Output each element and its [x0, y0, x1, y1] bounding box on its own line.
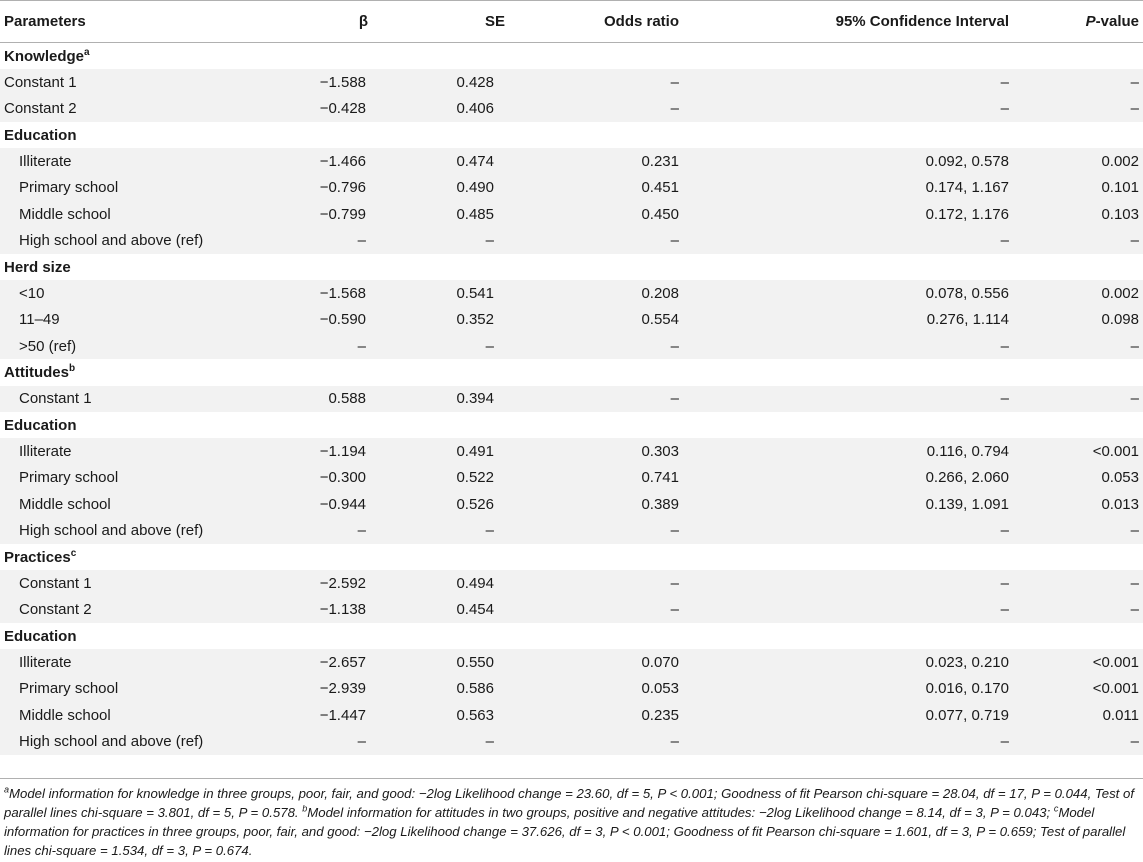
header-p-value [1024, 1, 1143, 43]
table-row [0, 280, 1143, 306]
beta-cell: – [357, 232, 366, 250]
p-value-cell: – [1130, 390, 1139, 408]
header-odds-ratio: Odds ratio [548, 1, 726, 43]
confidence-interval-cell: 0.092, 0.578 [925, 153, 1009, 171]
parameter-cell: Middle school [19, 205, 111, 223]
confidence-interval-cell: – [1000, 733, 1009, 751]
p-value-cell: – [1130, 574, 1139, 592]
odds-ratio-cell: – [670, 601, 679, 619]
table-row [0, 728, 1143, 754]
parameter-cell: Middle school [19, 706, 111, 724]
section-label: Knowledge [4, 47, 85, 65]
p-value-cell: <0.001 [1092, 653, 1139, 671]
confidence-interval-cell: – [1000, 100, 1009, 118]
p-value-cell: – [1130, 100, 1139, 118]
beta-cell: −1.447 [319, 706, 366, 724]
table-row [0, 702, 1143, 728]
parameter-cell: Illiterate [19, 443, 72, 461]
odds-ratio-cell: 0.389 [641, 495, 679, 513]
section-heading [0, 623, 1143, 649]
se-cell: – [485, 232, 494, 250]
parameter-cell: High school and above (ref) [19, 522, 204, 540]
p-value-cell: 0.002 [1101, 153, 1139, 171]
footnote-text: Model information for attitudes in two groups, positive and negative attitudes: −2log Likelihood change = 8.14, df = 3, P = 0.043; [307, 805, 1054, 820]
table-footnote [0, 778, 1143, 860]
beta-cell: −1.588 [319, 74, 366, 92]
footnote-marker: a [4, 784, 10, 795]
se-cell: 0.406 [456, 100, 494, 118]
parameter-cell: Constant 2 [19, 601, 92, 619]
beta-cell: −1.194 [319, 443, 366, 461]
p-value-cell: – [1130, 74, 1139, 92]
odds-ratio-cell: – [670, 100, 679, 118]
table-row [0, 649, 1143, 675]
section-heading [0, 254, 1143, 280]
beta-cell: −0.428 [319, 100, 366, 118]
footnote-marker: b [302, 803, 308, 814]
p-value-cell: – [1130, 522, 1139, 540]
confidence-interval-cell: 0.116, 0.794 [926, 443, 1009, 461]
section-row [0, 359, 1143, 385]
section-heading [0, 412, 1143, 438]
parameter-cell: Constant 1 [19, 390, 92, 408]
section-row [0, 544, 1143, 570]
beta-cell: −0.590 [319, 311, 366, 329]
parameter-cell: Primary school [19, 680, 119, 698]
se-cell: 0.494 [456, 574, 494, 592]
beta-cell: −0.944 [319, 495, 366, 513]
table-row [0, 148, 1143, 174]
se-cell: 0.352 [456, 311, 494, 329]
se-cell: 0.563 [456, 706, 494, 724]
p-value-cell: – [1130, 601, 1139, 619]
se-cell: 0.522 [456, 469, 494, 487]
beta-cell: – [357, 522, 366, 540]
odds-ratio-cell: – [670, 390, 679, 408]
section-label: Practices [4, 548, 71, 566]
footnote-text: Model information for knowledge in three groups, poor, fair, and good: −2log Likelihood change = 23.60, df = 5, P < 0.001; Goodness of fit Pearson chi-square = 28.04, df = 17, P = 0.044, Test of parallel lines chi-square = 3.801, df = 5, P = 0.578. [4, 786, 1134, 820]
table-row [0, 69, 1143, 95]
table-row [0, 201, 1143, 227]
se-cell: 0.526 [456, 495, 494, 513]
se-cell: 0.490 [456, 179, 494, 197]
p-value-cell: 0.002 [1101, 284, 1139, 302]
footnote-marker: c [1053, 803, 1059, 814]
table-row [0, 228, 1143, 254]
p-value-cell: 0.053 [1101, 469, 1139, 487]
p-value-cell: – [1130, 337, 1139, 355]
p-value-cell: 0.098 [1101, 311, 1139, 329]
se-cell: 0.485 [456, 205, 494, 223]
confidence-interval-cell: 0.023, 0.210 [925, 653, 1009, 671]
section-label: Education [4, 416, 77, 434]
table-row [0, 333, 1143, 359]
section-heading [0, 359, 1143, 385]
confidence-interval-cell: – [1000, 522, 1009, 540]
beta-cell: −1.138 [319, 601, 366, 619]
p-value-cell: <0.001 [1092, 680, 1139, 698]
se-cell: 0.474 [456, 153, 494, 171]
header-beta: β [240, 1, 388, 43]
parameter-cell: Constant 2 [4, 100, 77, 118]
parameter-cell: 11–49 [19, 311, 60, 329]
p-value-cell: 0.011 [1102, 706, 1139, 724]
beta-cell: −2.592 [319, 574, 366, 592]
se-cell: 0.491 [456, 443, 494, 461]
parameter-cell: Middle school [19, 495, 111, 513]
section-heading [0, 544, 1143, 570]
odds-ratio-cell: 0.554 [641, 311, 679, 329]
odds-ratio-cell: – [670, 74, 679, 92]
confidence-interval-cell: – [1000, 74, 1009, 92]
parameter-cell: Illiterate [19, 653, 72, 671]
beta-cell: −2.939 [319, 680, 366, 698]
odds-ratio-cell: 0.303 [641, 443, 679, 461]
odds-ratio-cell: 0.231 [641, 153, 679, 171]
table-row [0, 175, 1143, 201]
odds-ratio-cell: – [670, 733, 679, 751]
odds-ratio-cell: – [670, 522, 679, 540]
odds-ratio-cell: – [670, 232, 679, 250]
odds-ratio-cell: – [670, 337, 679, 355]
table-row [0, 96, 1143, 122]
beta-cell: −1.466 [319, 153, 366, 171]
se-cell: 0.586 [456, 680, 494, 698]
odds-ratio-cell: 0.235 [641, 706, 679, 724]
table-row [0, 570, 1143, 596]
table-row [0, 307, 1143, 333]
confidence-interval-cell: 0.078, 0.556 [925, 284, 1009, 302]
section-label: Herd size [4, 258, 71, 276]
se-cell: – [485, 337, 494, 355]
confidence-interval-cell: – [1000, 390, 1009, 408]
odds-ratio-cell: 0.450 [641, 205, 679, 223]
table-row [0, 386, 1143, 412]
beta-cell: – [357, 733, 366, 751]
table-row [0, 491, 1143, 517]
confidence-interval-cell: – [1000, 574, 1009, 592]
odds-ratio-cell: 0.451 [641, 179, 679, 197]
header-row [0, 1, 1143, 43]
odds-ratio-cell: 0.741 [641, 469, 679, 487]
p-value-cell: – [1130, 733, 1139, 751]
p-value-cell: 0.101 [1101, 179, 1139, 197]
parameter-cell: Primary school [19, 179, 119, 197]
table-body [0, 43, 1143, 755]
footnote-text: Model information for practices in three groups, poor, fair, and good: −2log Likelihood change = 37.626, df = 3, P < 0.001; Goodness of fit Pearson chi-square = 1.601, df = 3, P = 0.659; Test of parallel lines chi-square = 1.534, df = 3, P = 0.674. [4, 805, 1126, 858]
footnote-marker: a [84, 46, 90, 58]
section-label: Attitudes [4, 363, 69, 381]
section-row [0, 412, 1143, 438]
se-cell: 0.394 [456, 390, 494, 408]
header-confidence-interval: 95% Confidence Interval [726, 1, 1024, 43]
table-row [0, 597, 1143, 623]
odds-ratio-cell: 0.070 [641, 653, 679, 671]
p-value-cell: 0.103 [1101, 205, 1139, 223]
confidence-interval-cell: 0.172, 1.176 [925, 205, 1009, 223]
se-cell: 0.454 [456, 601, 494, 619]
parameter-cell: <10 [19, 284, 45, 302]
parameter-cell: >50 (ref) [19, 337, 77, 355]
parameter-cell: High school and above (ref) [19, 232, 204, 250]
parameter-cell: Illiterate [19, 153, 72, 171]
header-p-italic: P [1085, 13, 1096, 30]
confidence-interval-cell: – [1000, 601, 1009, 619]
table-row [0, 517, 1143, 543]
section-row [0, 43, 1143, 70]
header-se: SE [388, 1, 548, 43]
section-heading [0, 43, 1143, 70]
parameter-cell: High school and above (ref) [19, 733, 204, 751]
beta-cell: −2.657 [319, 653, 366, 671]
p-value-cell: <0.001 [1092, 443, 1139, 461]
table-row [0, 465, 1143, 491]
section-label: Education [4, 627, 77, 645]
se-cell: 0.541 [456, 284, 494, 302]
beta-cell: – [357, 337, 366, 355]
confidence-interval-cell: 0.266, 2.060 [925, 469, 1009, 487]
footnote-marker: c [70, 547, 77, 559]
section-row [0, 254, 1143, 280]
section-heading [0, 122, 1143, 148]
section-label: Education [4, 126, 77, 144]
confidence-interval-cell: 0.174, 1.167 [925, 179, 1009, 197]
beta-cell: −0.796 [319, 179, 366, 197]
confidence-interval-cell: 0.016, 0.170 [925, 680, 1009, 698]
beta-cell: 0.588 [328, 390, 366, 408]
p-value-cell: – [1130, 232, 1139, 250]
table-header [0, 1, 1143, 43]
beta-cell: −1.568 [319, 284, 366, 302]
confidence-interval-cell: 0.077, 0.719 [925, 706, 1009, 724]
table-row [0, 676, 1143, 702]
se-cell: 0.550 [456, 653, 494, 671]
header-parameters: Parameters [0, 1, 240, 43]
confidence-interval-cell: 0.139, 1.091 [925, 495, 1009, 513]
footnote-marker: b [69, 362, 76, 374]
se-cell: – [485, 733, 494, 751]
odds-ratio-cell: 0.053 [641, 680, 679, 698]
parameter-cell: Primary school [19, 469, 119, 487]
section-row [0, 623, 1143, 649]
section-row [0, 122, 1143, 148]
beta-cell: −0.300 [319, 469, 366, 487]
p-value-cell: 0.013 [1101, 495, 1139, 513]
confidence-interval-cell: – [1000, 232, 1009, 250]
parameter-cell: Constant 1 [4, 74, 77, 92]
odds-ratio-cell: 0.208 [641, 284, 679, 302]
se-cell: – [485, 522, 494, 540]
se-cell: 0.428 [456, 74, 494, 92]
parameter-cell: Constant 1 [19, 574, 92, 592]
beta-cell: −0.799 [319, 205, 366, 223]
header-p-rest: -value [1095, 13, 1139, 30]
table-row [0, 438, 1143, 464]
odds-ratio-cell: – [670, 574, 679, 592]
confidence-interval-cell: – [1000, 337, 1009, 355]
confidence-interval-cell: 0.276, 1.114 [926, 311, 1009, 329]
